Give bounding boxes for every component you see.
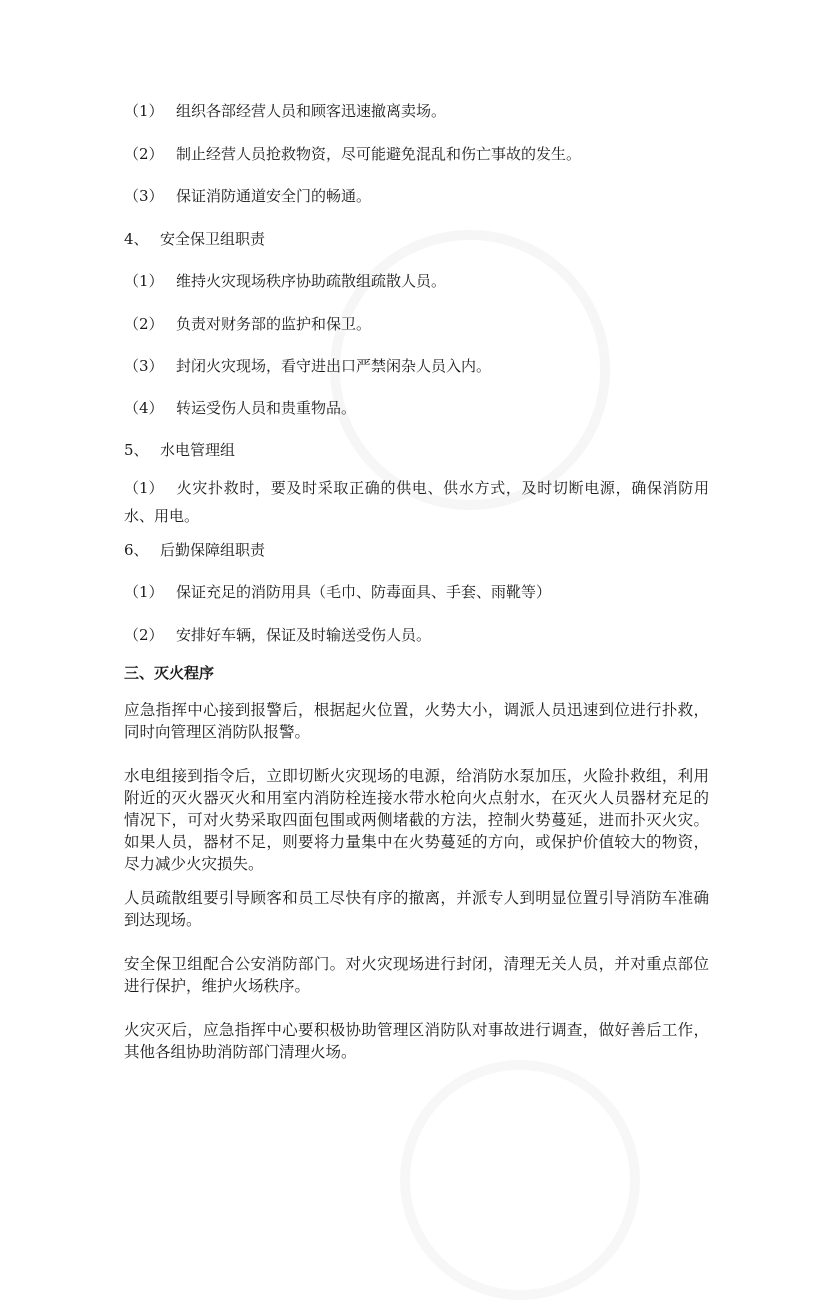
list-item (124, 102, 446, 120)
item-number: （2） (124, 626, 164, 644)
paragraph: 人员疏散组要引导顾客和员工尽快有序的撤离，并派专人到明显位置引导消防车准确到达现场。 (124, 889, 709, 929)
item-number: （3） (124, 187, 164, 205)
list-item (124, 626, 431, 644)
item-text: 封闭火灾现场，看守进出口严禁闲杂人员入内。 (176, 357, 492, 375)
list-item (124, 357, 491, 375)
item-number: （1） (124, 479, 164, 497)
paragraph: 火灾灭后，应急指挥中心要积极协助管理区消防队对事故进行调查，做好善后工作，其他各组协助消防部门清理火场。 (124, 1021, 709, 1061)
item-text: 火灾扑救时，要及时采取正确的供电、供水方式，及时切断电源，确保消防用水、用电。 (124, 479, 709, 525)
section-heading-4 (124, 230, 265, 248)
section-title: 后勤保障组职责 (160, 541, 266, 559)
section-number: 5、 (124, 441, 149, 459)
section-heading-5 (124, 441, 235, 459)
item-text: 制止经营人员抢救物资，尽可能避免混乱和伤亡事故的发生。 (176, 145, 582, 163)
item-number: （1） (124, 272, 164, 290)
section-number: 4、 (124, 230, 149, 248)
item-text: 组织各部经营人员和顾客迅速撤离卖场。 (176, 102, 447, 120)
item-number: （1） (124, 102, 164, 120)
item-text: 保证消防通道安全门的畅通。 (176, 187, 372, 205)
chapter-heading: 三、灭火程序 (124, 664, 215, 682)
list-item (124, 272, 446, 290)
item-number: （3） (124, 357, 164, 375)
list-item (124, 315, 371, 333)
list-item (124, 187, 371, 205)
paragraph: 应急指挥中心接到报警后，根据起火位置，火势大小，调派人员迅速到位进行扑救，同时向管理区消防队报警。 (124, 701, 709, 741)
list-item (124, 583, 551, 601)
item-text: 保证充足的消防用具（毛巾、防毒面具、手套、雨靴等） (176, 583, 552, 601)
section-number: 6、 (124, 541, 149, 559)
list-item (124, 399, 356, 417)
item-text: 安排好车辆，保证及时输送受伤人员。 (176, 626, 432, 644)
list-item (124, 474, 709, 530)
watermark-ring-bottom (400, 1060, 640, 1300)
item-text: 转运受伤人员和贵重物品。 (176, 399, 357, 417)
list-item (124, 145, 581, 163)
section-title: 水电管理组 (160, 441, 236, 459)
section-title: 安全保卫组职责 (160, 230, 266, 248)
item-number: （1） (124, 583, 164, 601)
paragraph: 水电组接到指令后，立即切断火灾现场的电源，给消防水泵加压，火险扑救组，利用附近的灭火器灭火和用室内消防栓连接水带水枪向火点射水，在灭火人员器材充足的情况下，可对火势采取四面包围或两侧堵截的方法，控制火势蔓延，进而扑灭火灾。如果人员，器材不足，则要将力量集中在火势蔓延的方向，或保护价值较大的物资，尽力减少火灾损失。 (124, 767, 709, 873)
item-number: （2） (124, 145, 164, 163)
paragraph: 安全保卫组配合公安消防部门。对火灾现场进行封闭，清理无关人员，并对重点部位进行保护，维护火场秩序。 (124, 955, 709, 995)
item-text: 负责对财务部的监护和保卫。 (176, 315, 372, 333)
item-number: （2） (124, 315, 164, 333)
item-number: （4） (124, 399, 164, 417)
section-heading-6 (124, 541, 265, 559)
item-text: 维持火灾现场秩序协助疏散组疏散人员。 (176, 272, 447, 290)
